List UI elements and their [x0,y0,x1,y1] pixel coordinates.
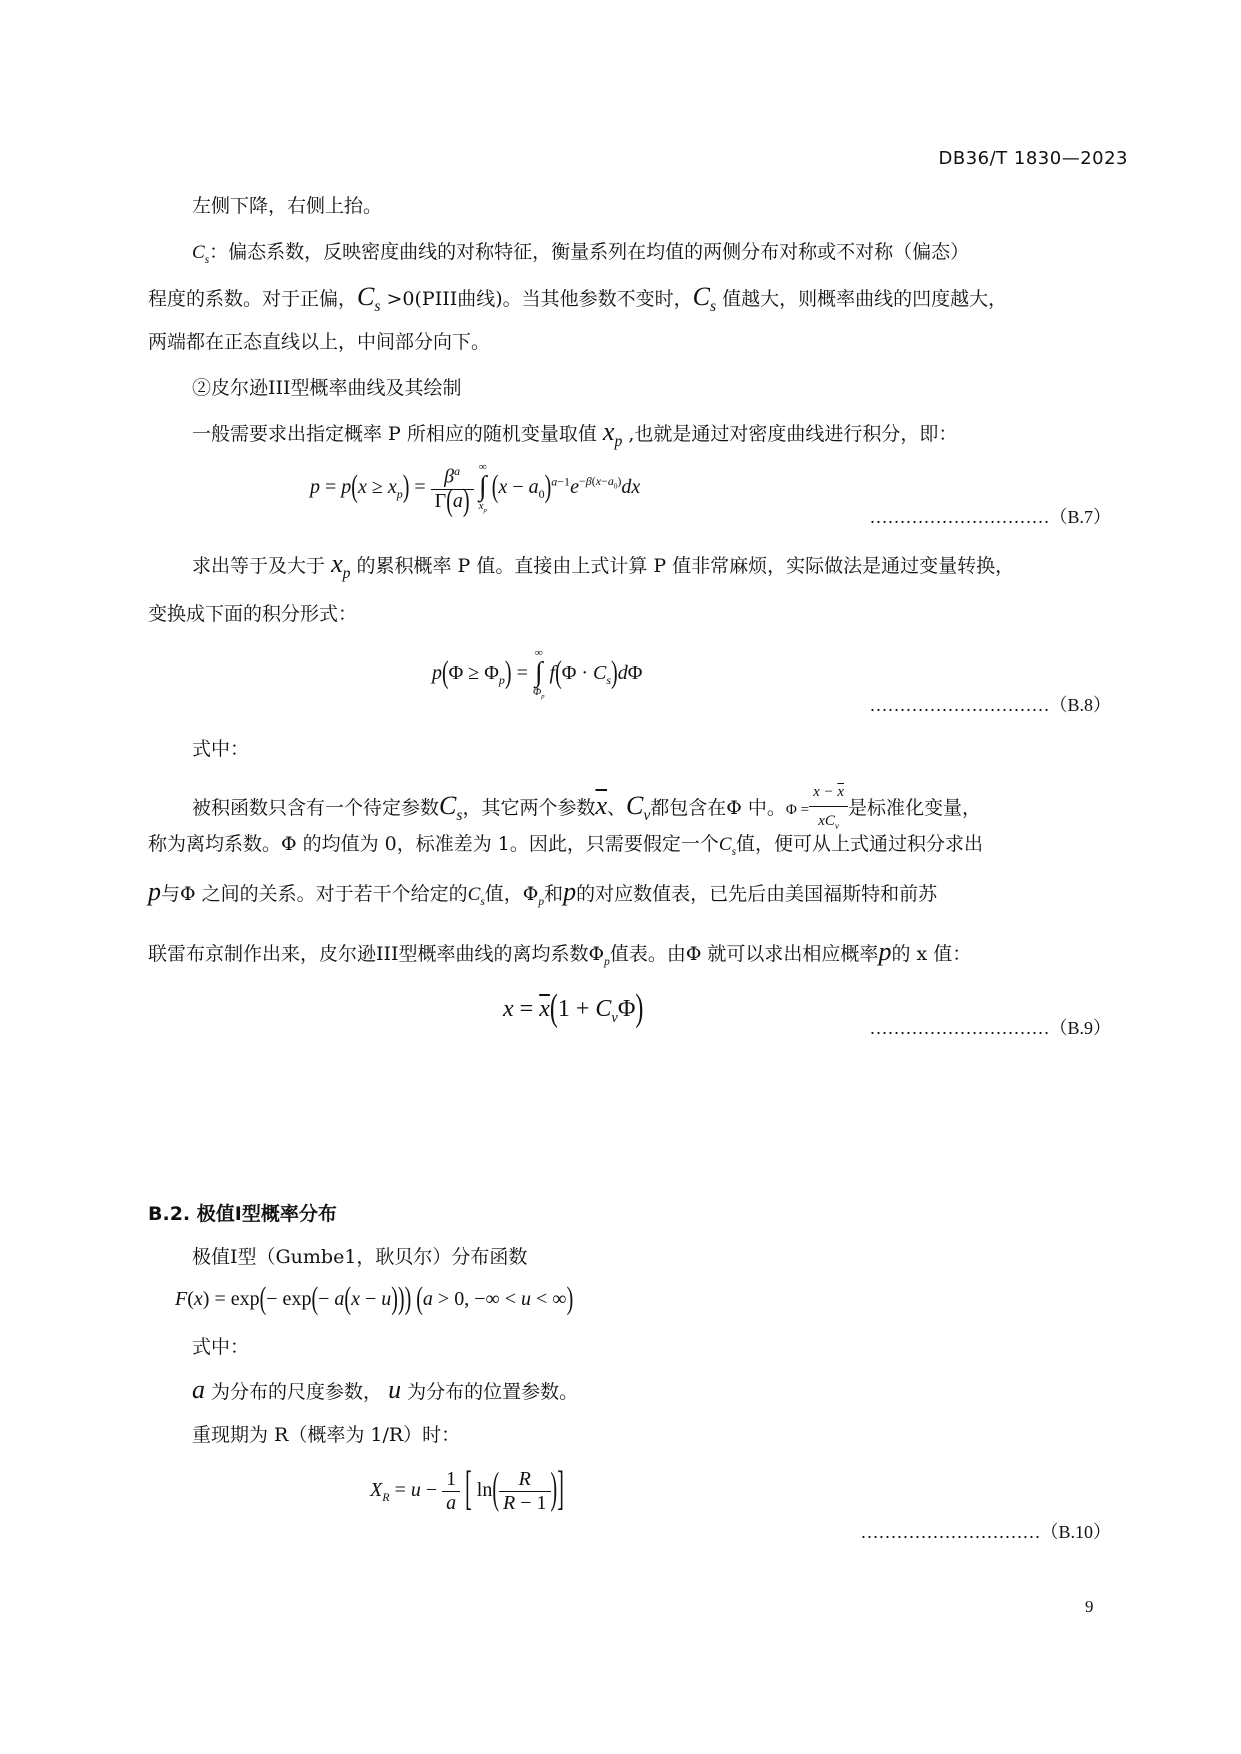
paragraph-cs-ends: 两端都在正态直线以上，中间部分向下。 [148,331,491,353]
label-where-2: 式中： [192,1336,250,1358]
equation-b8: $p(\Phi \ge \Phi_p)$ = ∞ ∫ $\Phi_p$ $f(\Phi \cdot C_s)d\Phi$ [432,647,643,701]
paragraph-compiled: 联雷布京制作出来，皮尔逊III型概率曲线的离均系数$\Phi_p$值表。由Φ 就可以求出相应概率p的 x 值： [148,937,972,968]
paragraph-integrand: 被积函数只含有一个待定参数$C_s$，其它两个参数$\overline{x}$、$C_v$都包含在Φ 中。Φ = $\frac{x - \overline{x}}{xC_v}$ 是标准化变量， [192,778,1152,840]
document-number: DB36/T 1830—2023 [938,148,1128,169]
equation-tag-b7: …………………………（B.7） [869,507,1111,527]
paragraph-return-period: 重现期为 R（概率为 1/R）时： [192,1424,461,1446]
paragraph-parameters: a 为分布的尺度参数， u 为分布的位置参数。 [192,1375,579,1404]
equation-tag-b9: …………………………（B.9） [869,1018,1111,1038]
equation-b7: $p = p(x \ge x_p)$ = $\frac{\beta^a}{\Gamma(a)}$ ∞ ∫ $x_p$ $(x - a_0)^{a-1}e^{-\beta(x-a_0)}dx$ [310,461,641,519]
label-where-1: 式中： [192,738,250,760]
page-number: 9 [1085,1597,1094,1616]
equation-tag-b8: …………………………（B.8） [869,695,1111,715]
subheading-pearson-iii: ②皮尔逊III型概率曲线及其绘制 [192,377,462,399]
paragraph-deviation-coefficient: 称为离均系数。Φ 的均值为 0，标准差为 1。因此，只需要假定一个$C_s$值，便可从上式通过积分求出 [148,833,984,858]
paragraph-xp: 一般需要求出指定概率 P 所相应的随机变量取值 $x_p$ ,也就是通过对密度曲线进行积分，即： [192,417,958,451]
paragraph-cs-positive: 程度的系数。对于正偏，$C_s$ >0(PIII曲线)。当其他参数不变时，$C_s$ 值越大，则概率曲线的凹度越大， [148,282,1008,316]
paragraph-cs-definition: $C_s$：偏态系数，反映密度曲线的对称特征，衡量系列在均值的两侧分布对称或不对称（偏态） [192,241,970,266]
paragraph-gumbel: 极值Ⅰ型（Gumbe1，耿贝尔）分布函数 [192,1246,528,1268]
equation-b9: $x = \overline{x}(1 + C_v\Phi)$ [503,987,644,1030]
equation-b10: $X_R = u$ − $\frac{1}{a}$ [ ln( $\frac{R}{R - 1}$ )] [370,1462,564,1516]
equation-tag-b10: …………………………（B.10） [860,1522,1111,1542]
section-heading-b2: B.2. 极值Ⅰ型概率分布 [148,1203,337,1225]
paragraph-left-right: 左侧下降，右侧上抬。 [192,195,383,217]
paragraph-transform: 变换成下面的积分形式： [148,603,358,625]
equation-gumbel-cdf: F(x) = exp(− exp(− a(x − u))) (a > 0, −∞ < u < ∞) [175,1281,574,1317]
paragraph-tables: p与Φ 之间的关系。对于若干个给定的$C_s$值，$\Phi_p$和p的对应数值表，已先后由美国福斯特和前苏 [148,877,938,908]
paragraph-cumulative-p: 求出等于及大于 $x_p$ 的累积概率 P 值。直接由上式计算 P 值非常麻烦，实际做法是通过变量转换， [192,549,1015,583]
